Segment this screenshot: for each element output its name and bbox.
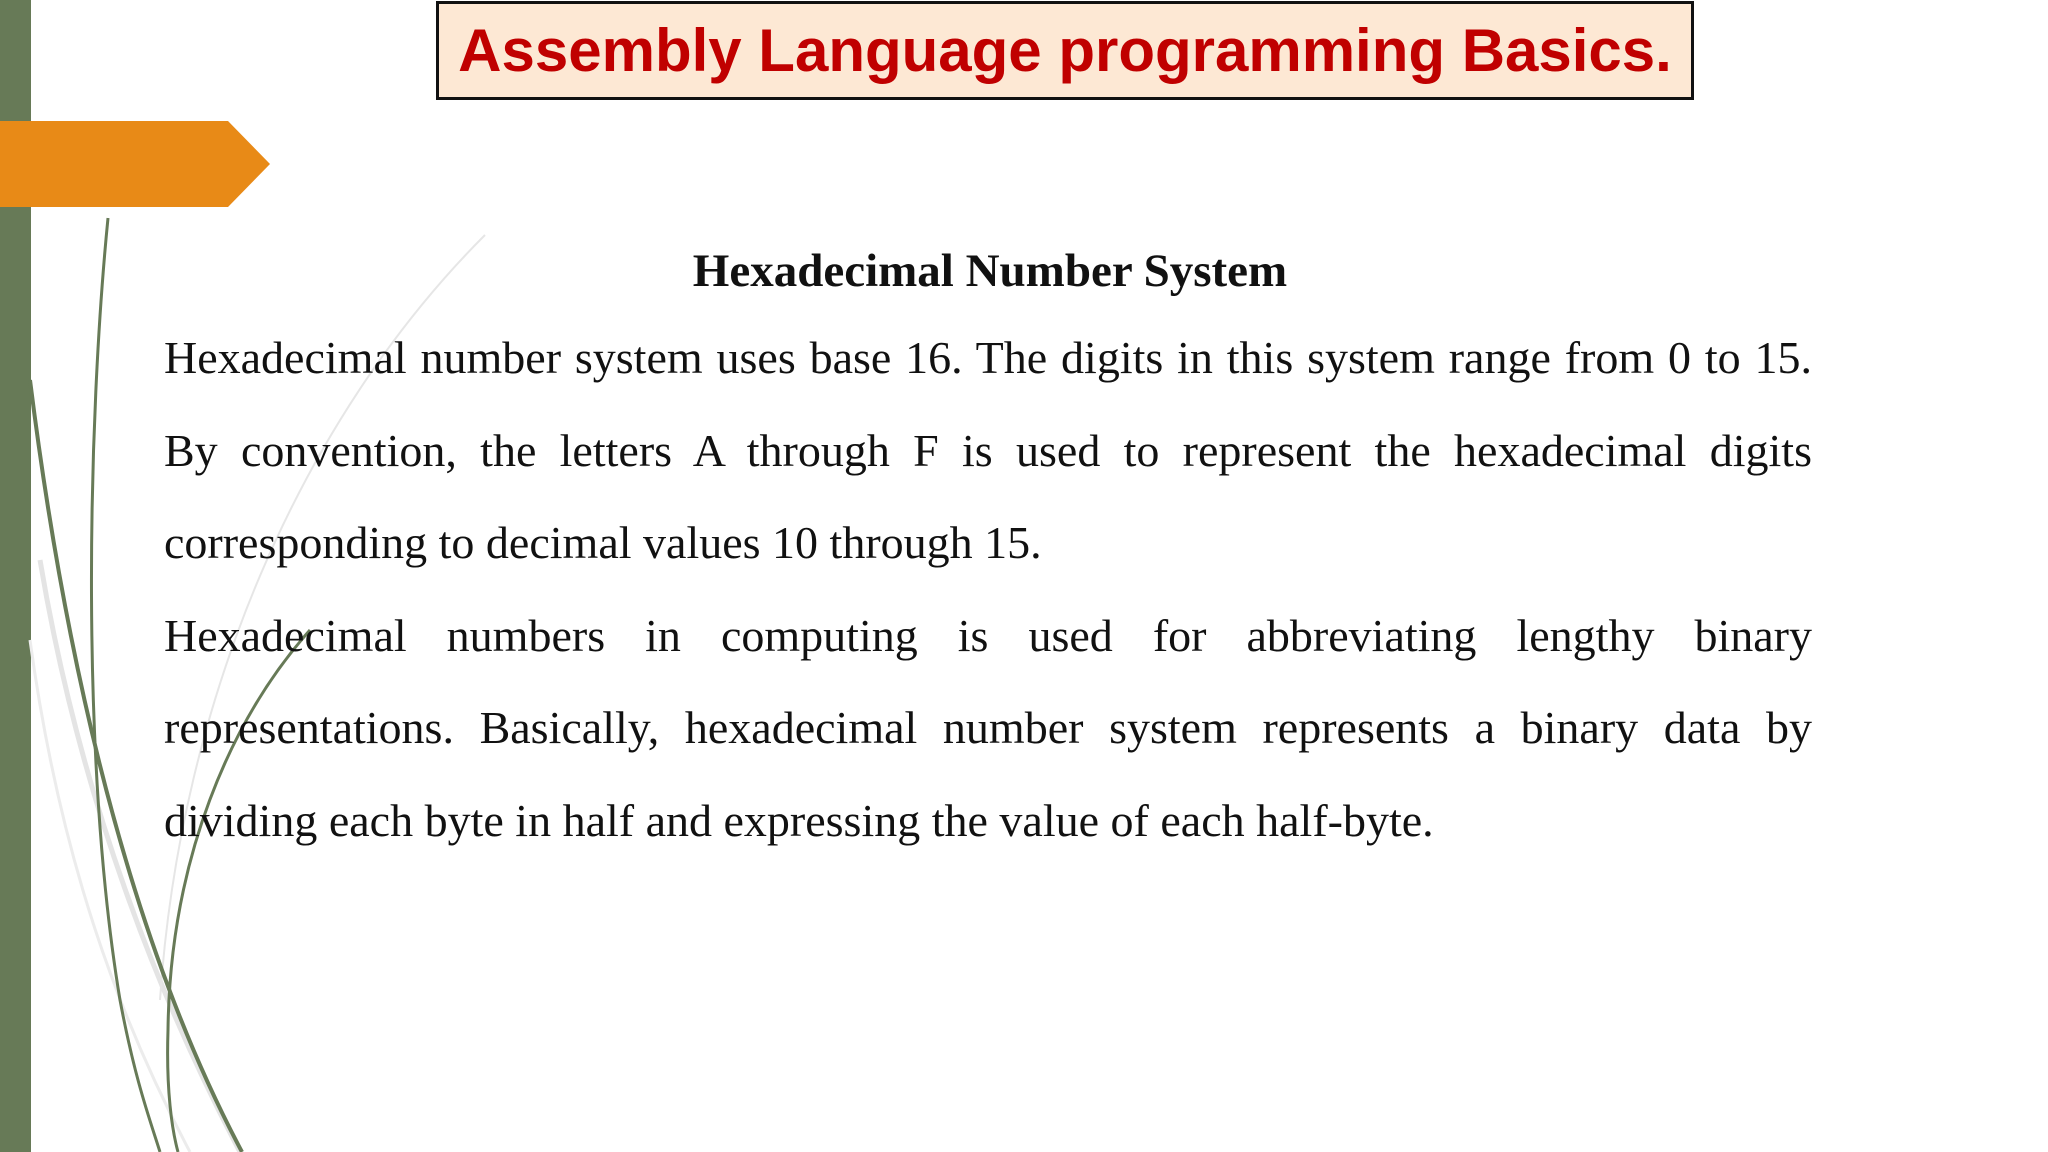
title-banner <box>436 1 1694 100</box>
orange-arrow-shape <box>0 121 270 207</box>
body-text-block <box>164 312 1812 867</box>
section-heading: Hexadecimal Number System <box>692 245 1288 297</box>
paragraph-base-16: Hexadecimal number system uses base 16. The digits in this system range from 0 to 15. By convention, the letters A through F is used to represent the hexadecimal digits corresponding to decimal values 10 through 15. <box>164 332 1812 568</box>
slide-title: Assembly Language programming Basics. <box>458 17 1672 84</box>
paragraph-computing-usage: Hexadecimal numbers in computing is used for abbreviating lengthy binary representations. Basically, hexadecimal number system represents a binary data by dividing each byte in half and expressing the value of each half-byte. <box>164 609 1812 846</box>
